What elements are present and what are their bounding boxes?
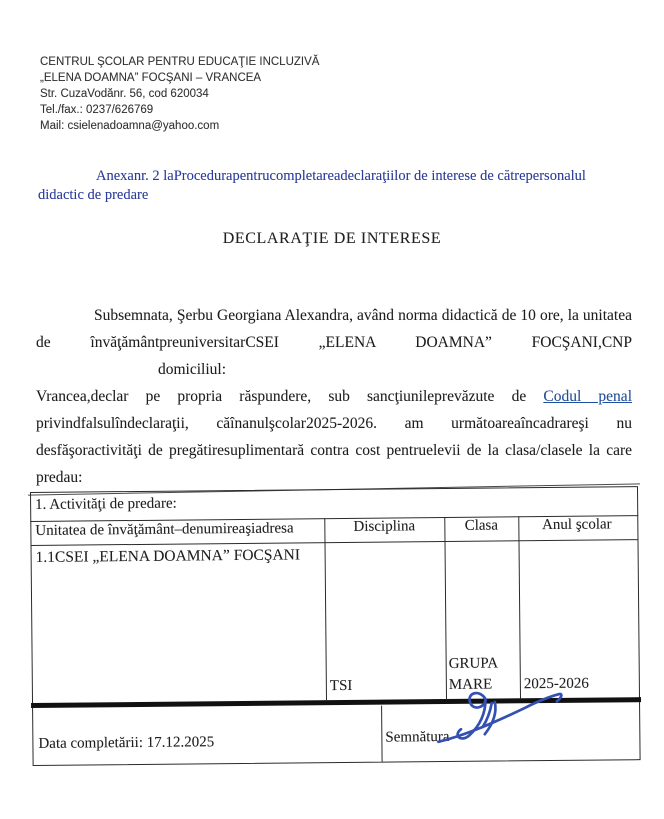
letterhead-email: Mail: csielenadoamna@yahoo.com <box>40 120 220 132</box>
activities-table <box>30 486 641 766</box>
row-school-year-value: 2025-2026 <box>523 675 589 693</box>
table-column-rule <box>324 518 327 701</box>
signature-scribble <box>423 686 580 749</box>
table-footer-rule <box>381 706 383 762</box>
letterhead-address: Str. CuzaVodănr. 56, cod 620034 <box>40 88 209 100</box>
paragraph-intro: Subsemnata, Şerbu Georgiana Alexandra, având norma didactică de 10 ore, la unitatea de învăţământpreuniversitarCSEI „ELENA DOAMNA” FOCŞANI,CNP <box>36 307 632 351</box>
paragraph-before-link: Vrancea,declar pe propria răspundere, sub sancţiunileprevăzute de <box>36 388 544 405</box>
codul-penal-link[interactable]: Codul penal <box>543 388 632 405</box>
col-header-unit: Unitatea de învăţământ–denumireaşiadresa <box>35 520 294 539</box>
table-rule <box>31 539 639 546</box>
table-column-rule <box>444 517 447 700</box>
page-title: DECLARAŢIE DE INTERESE <box>222 230 442 247</box>
row-unit-value: 1.1CSEI „ELENA DOAMNA” FOCŞANI <box>35 546 301 566</box>
paragraph-continuation <box>36 383 632 491</box>
declaration-body <box>36 302 632 491</box>
col-header-class: Clasa <box>464 517 499 534</box>
date-completed-label: Data completării: 17.12.2025 <box>38 734 215 752</box>
signature-label: Semnătura <box>385 728 450 746</box>
letterhead-school-subname: „ELENA DOAMNA” FOCŞANI – VRANCEA <box>40 72 262 84</box>
paragraph-after-link: privindfalsulîndeclaraţii, căînanulşcolar2025-2026. am următoareaîncadrareşi nu desfăşoractivităţi de pregătiresuplimentară contra cost pentruelevii de la clasa/clasele la care predau: <box>36 415 632 486</box>
letterhead-school-name: CENTRUL ŞCOLAR PENTRU EDUCAŢIE INCLUZIVĂ <box>40 56 320 68</box>
row-discipline-value: TSI <box>329 677 353 695</box>
letterhead-phone: Tel./fax.: 0237/626769 <box>40 104 154 116</box>
annex-note: Anexanr. 2 laProcedurapentrucompletareadeclaraţiilor de interese de cătrepersonalul didactic de predare <box>38 168 586 203</box>
domicile-line: domiciliul: <box>158 361 227 378</box>
col-header-discipline: Disciplina <box>353 518 416 535</box>
row-class-value: GRUPA MARE <box>448 655 498 693</box>
letterhead <box>40 54 319 134</box>
col-header-school-year: Anul şcolar <box>541 516 612 534</box>
table-section-title: 1. Activităţi de predare: <box>35 495 177 513</box>
